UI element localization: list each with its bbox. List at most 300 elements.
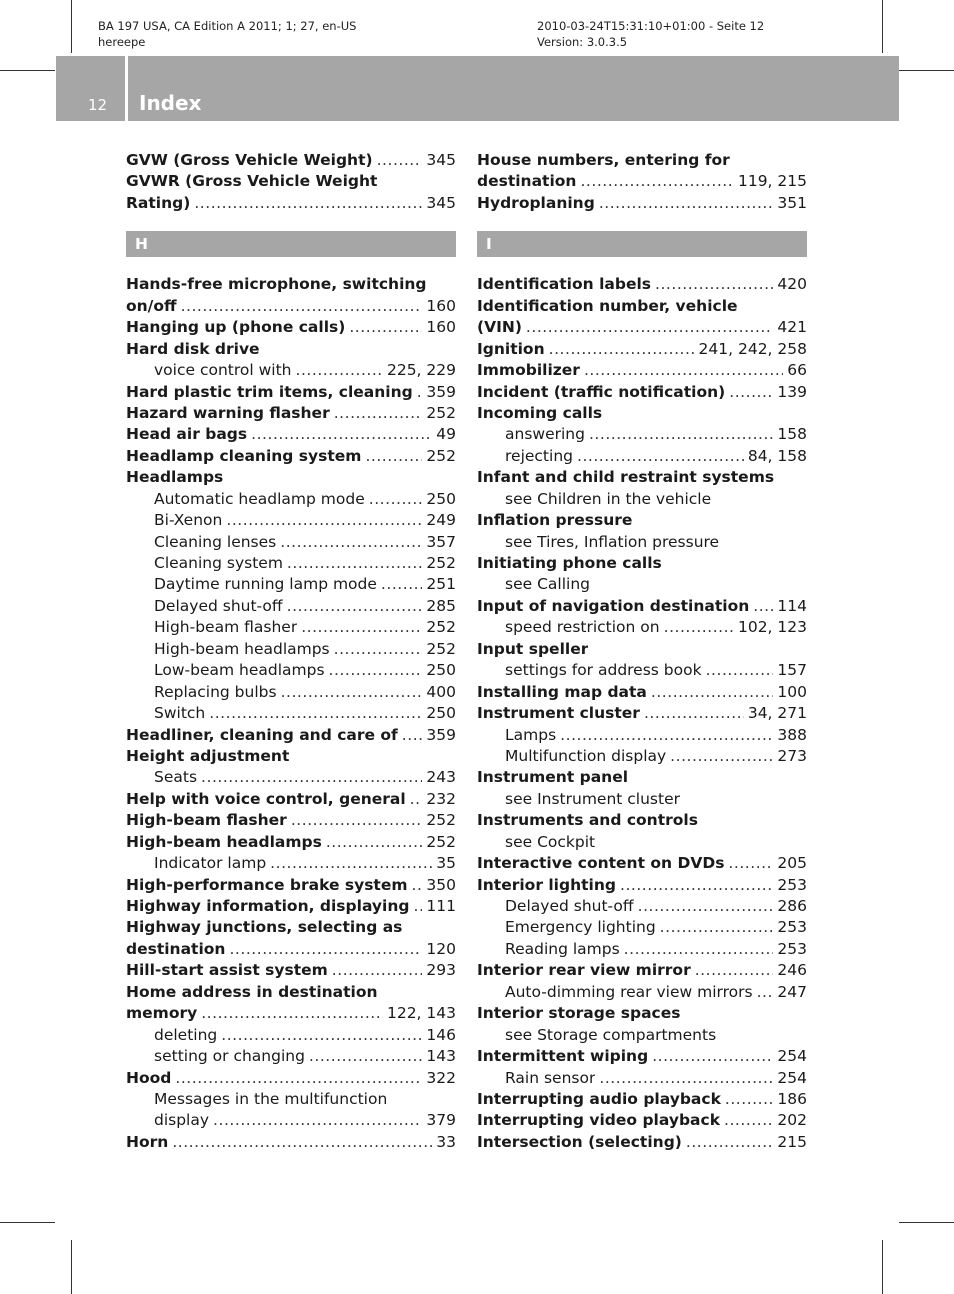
index-entry — [477, 553, 807, 574]
entry-page-ref: 359 — [426, 382, 456, 401]
entry-term: see Storage compartments — [505, 1025, 717, 1044]
index-subentry — [477, 939, 807, 960]
entry-term: Intersection (selecting) — [477, 1132, 682, 1151]
index-entry — [477, 296, 807, 317]
index-subentry — [126, 532, 456, 553]
entry-term: voice control with — [154, 361, 292, 380]
leader-dots — [287, 596, 423, 617]
leader-dots — [753, 596, 773, 617]
entry-term: Rain sensor — [505, 1068, 596, 1087]
entry-page-ref: 252 — [426, 832, 456, 851]
leader-dots — [584, 360, 783, 381]
leader-dots — [334, 639, 423, 660]
entry-term: Interactive content on DVDs — [477, 854, 725, 873]
index-subentry — [477, 446, 807, 467]
entry-page-ref: 119, 215 — [737, 172, 807, 191]
entry-term: Interior storage spaces — [477, 1004, 681, 1023]
entry-term: High-beam flasher — [126, 811, 287, 830]
entry-page-ref: 160 — [426, 296, 456, 315]
entry-term: see Cockpit — [505, 832, 596, 851]
entry-term: High-performance brake system — [126, 875, 408, 894]
entry-term: Indicator lamp — [154, 854, 267, 873]
entry-term: Seats — [154, 768, 198, 787]
entry-term: Identification labels — [477, 275, 651, 294]
entry-page-ref: 273 — [777, 746, 807, 765]
entry-page-ref: 252 — [426, 403, 456, 422]
index-subentry — [477, 982, 807, 1003]
index-entry — [126, 1068, 456, 1089]
index-entry — [126, 939, 456, 960]
entry-term: Auto-dimming rear view mirrors — [505, 982, 753, 1001]
index-subentry — [126, 553, 456, 574]
entry-term: Input speller — [477, 639, 589, 658]
index-subentry — [477, 1025, 807, 1046]
index-subentry — [477, 832, 807, 853]
entry-term: Height adjustment — [126, 746, 290, 765]
entry-page-ref: 247 — [777, 982, 807, 1001]
entry-page-ref: 84, 158 — [747, 446, 807, 465]
entry-term: Instruments and controls — [477, 811, 698, 830]
entry-term: Bi-Xenon — [154, 511, 223, 530]
leader-dots — [651, 682, 774, 703]
index-entry — [477, 1046, 807, 1067]
leader-dots — [402, 725, 423, 746]
entry-page-ref: 252 — [426, 639, 456, 658]
entry-term: Messages in the multifunction — [154, 1089, 388, 1108]
index-entry — [477, 467, 807, 488]
leader-dots — [309, 1046, 422, 1067]
meta-edition: BA 197 USA, CA Edition A 2011; 1; 27, en-US — [98, 19, 357, 33]
index-column-left — [126, 150, 456, 1153]
entry-page-ref: 251 — [426, 575, 456, 594]
index-entry — [126, 274, 456, 295]
entry-term: Highway information, displaying — [126, 897, 410, 915]
leader-dots — [706, 660, 774, 681]
index-subentry — [126, 660, 456, 681]
index-entry — [477, 875, 807, 896]
index-subentry — [477, 532, 807, 553]
entry-page-ref: 254 — [777, 1047, 807, 1066]
entry-term: Hydroplaning — [477, 193, 595, 212]
entry-term: Ignition — [477, 339, 545, 358]
entry-term: Interrupting video playback — [477, 1111, 721, 1130]
index-entry — [477, 360, 807, 381]
letter-heading-h: H — [126, 231, 456, 257]
page-number: 12 — [88, 96, 108, 114]
leader-dots — [577, 446, 744, 467]
index-entry — [477, 596, 807, 617]
entry-group-h — [126, 274, 456, 1153]
entry-term: House numbers, entering for — [477, 151, 730, 169]
leader-dots — [349, 317, 422, 338]
leader-dots — [229, 939, 422, 960]
entry-term: Headlamp cleaning system — [126, 446, 362, 465]
entry-term: Incident (traffic notification) — [477, 382, 726, 401]
leader-dots — [580, 171, 734, 192]
entry-page-ref: 35 — [436, 854, 456, 873]
entry-page-ref: 215 — [777, 1132, 807, 1151]
entry-term: GVWR (Gross Vehicle Weight — [126, 172, 378, 191]
index-subentry — [126, 1110, 456, 1131]
entry-page-ref: 249 — [426, 511, 456, 530]
entry-page-ref: 114 — [777, 596, 807, 615]
index-entry — [477, 150, 807, 171]
entry-term: Instrument panel — [477, 768, 629, 787]
entry-term: Lamps — [505, 725, 557, 744]
entry-term: GVW (Gross Vehicle Weight) — [126, 151, 373, 169]
index-entry — [126, 171, 456, 192]
index-entry — [477, 767, 807, 788]
entry-term: High-beam headlamps — [126, 832, 322, 851]
entry-term: Cleaning lenses — [154, 532, 277, 551]
entry-term: see Instrument cluster — [505, 789, 680, 808]
entry-page-ref: 250 — [426, 704, 456, 723]
leader-dots — [729, 382, 773, 403]
crop-mark — [0, 70, 55, 71]
entry-term: Automatic headlamp mode — [154, 489, 365, 508]
entry-page-ref: 253 — [777, 939, 807, 958]
crop-mark — [882, 1240, 883, 1294]
index-subentry — [477, 789, 807, 810]
leader-dots — [281, 682, 423, 703]
index-entry — [126, 446, 456, 467]
entry-page-ref: 246 — [777, 961, 807, 980]
index-subentry — [126, 1025, 456, 1046]
index-entry — [126, 296, 456, 317]
entry-page-ref: 160 — [426, 318, 456, 337]
entry-term: see Children in the vehicle — [505, 489, 712, 508]
entry-term: destination — [126, 939, 226, 958]
entry-group-i — [477, 274, 807, 1153]
leader-dots — [728, 853, 773, 874]
entry-page-ref: 122, 143 — [386, 1004, 456, 1023]
index-subentry — [126, 639, 456, 660]
leader-dots — [221, 1025, 422, 1046]
entry-term: Horn — [126, 1132, 169, 1151]
entry-page-ref: 357 — [426, 532, 456, 551]
entry-page-ref: 400 — [426, 682, 456, 701]
entry-term: Help with voice control, general — [126, 789, 406, 808]
leader-dots — [326, 832, 423, 853]
entry-term: Reading lamps — [505, 939, 620, 958]
print-meta-right — [537, 18, 764, 50]
index-entry — [477, 1110, 807, 1131]
entry-term: Switch — [154, 704, 206, 723]
index-entry — [126, 746, 456, 767]
entry-term: Identification number, vehicle — [477, 296, 738, 315]
index-entry — [126, 1132, 456, 1153]
index-subentry — [477, 725, 807, 746]
index-entry — [477, 853, 807, 874]
entry-page-ref: 225, 229 — [386, 361, 456, 380]
leader-dots — [410, 789, 423, 810]
index-subentry — [477, 617, 807, 638]
entry-page-ref: 33 — [436, 1132, 456, 1151]
entry-term: Initiating phone calls — [477, 554, 662, 572]
leader-dots — [620, 875, 773, 896]
index-entry — [126, 339, 456, 360]
entry-term: Low-beam headlamps — [154, 661, 325, 680]
entry-page-ref: 34, 271 — [747, 704, 807, 723]
index-entry — [126, 960, 456, 981]
meta-author: hereepe — [98, 35, 146, 49]
index-subentry — [126, 510, 456, 531]
index-entry — [126, 789, 456, 810]
index-entry — [477, 810, 807, 831]
leader-dots — [209, 703, 422, 724]
leader-dots — [725, 1089, 774, 1110]
index-entry — [126, 832, 456, 853]
leader-dots — [280, 532, 422, 553]
crop-mark — [899, 70, 954, 71]
entry-page-ref: 111 — [426, 897, 456, 915]
index-entry — [126, 810, 456, 831]
crop-mark — [899, 1222, 954, 1223]
entry-group-top — [126, 150, 456, 214]
leader-dots — [560, 725, 773, 746]
entry-page-ref: 285 — [426, 596, 456, 615]
entry-term: answering — [505, 425, 585, 444]
entry-term: display — [154, 1111, 210, 1130]
leader-dots — [329, 660, 423, 681]
index-subentry — [126, 767, 456, 788]
leader-dots — [213, 1110, 422, 1131]
index-entry — [126, 725, 456, 746]
entry-term: Hill-start assist system — [126, 961, 328, 980]
leader-dots — [686, 1132, 774, 1153]
leader-dots — [660, 917, 774, 938]
entry-term: Hard plastic trim items, cleaning — [126, 382, 413, 401]
index-entry — [477, 1089, 807, 1110]
index-subentry — [477, 746, 807, 767]
index-subentry — [126, 853, 456, 874]
leader-dots — [757, 982, 774, 1003]
letter-heading-i: I — [477, 231, 807, 257]
entry-term: settings for address book — [505, 661, 702, 680]
entry-page-ref: 205 — [777, 854, 807, 873]
index-subentry — [126, 617, 456, 638]
entry-page-ref: 420 — [777, 275, 807, 294]
index-entry — [477, 639, 807, 660]
leader-dots — [526, 317, 774, 338]
entry-term: Hands-free microphone, switching — [126, 275, 427, 294]
entry-page-ref: 139 — [777, 382, 807, 401]
index-entry — [477, 703, 807, 724]
print-meta-left — [98, 18, 356, 50]
entry-page-ref: 286 — [777, 897, 807, 915]
entry-page-ref: 345 — [426, 193, 456, 212]
entry-term: on/off — [126, 296, 177, 315]
entry-term: rejecting — [505, 446, 573, 465]
entry-page-ref: 293 — [426, 961, 456, 980]
entry-page-ref: 322 — [426, 1068, 456, 1087]
leader-dots — [301, 617, 422, 638]
index-entry — [477, 382, 807, 403]
index-entry — [126, 982, 456, 1003]
index-subentry — [477, 660, 807, 681]
index-subentry — [126, 574, 456, 595]
entry-page-ref: 232 — [426, 789, 456, 808]
entry-term: Hard disk drive — [126, 339, 260, 358]
entry-term: Immobilizer — [477, 361, 580, 380]
leader-dots — [226, 510, 422, 531]
entry-term: Replacing bulbs — [154, 682, 277, 701]
entry-term: Hanging up (phone calls) — [126, 318, 346, 337]
entry-page-ref: 345 — [426, 151, 456, 169]
entry-page-ref: 158 — [777, 425, 807, 444]
entry-page-ref: 253 — [777, 918, 807, 937]
leader-dots — [287, 553, 422, 574]
entry-page-ref: 49 — [436, 425, 456, 444]
entry-page-ref: 241, 242, 258 — [698, 339, 807, 358]
entry-page-ref: 350 — [426, 875, 456, 894]
leader-dots — [381, 574, 422, 595]
crop-mark — [882, 0, 883, 53]
index-subentry — [126, 489, 456, 510]
index-entry — [477, 317, 807, 338]
entry-term: Head air bags — [126, 425, 248, 444]
leader-dots — [549, 339, 695, 360]
index-entry — [477, 171, 807, 192]
index-entry — [477, 1132, 807, 1153]
entry-page-ref: 243 — [426, 768, 456, 787]
index-subentry — [477, 574, 807, 595]
entry-page-ref: 379 — [426, 1111, 456, 1130]
index-entry — [477, 960, 807, 981]
index-subentry — [126, 360, 456, 381]
leader-dots — [644, 703, 744, 724]
leader-dots — [638, 896, 774, 917]
index-entry — [126, 317, 456, 338]
index-entry — [126, 1003, 456, 1024]
entry-term: Interior rear view mirror — [477, 961, 691, 980]
header-divider — [125, 56, 128, 121]
entry-term: Input of navigation destination — [477, 596, 750, 615]
entry-term: Interior lighting — [477, 875, 616, 894]
crop-mark — [71, 0, 72, 53]
entry-page-ref: 252 — [426, 446, 456, 465]
index-entry — [126, 382, 456, 403]
leader-dots — [589, 424, 773, 445]
entry-term: Incoming calls — [477, 403, 603, 422]
entry-term: see Tires, Inflation pressure — [505, 532, 720, 551]
entry-page-ref: 252 — [426, 618, 456, 637]
entry-term: Cleaning system — [154, 554, 283, 572]
page-title: Index — [139, 91, 202, 115]
leader-dots — [175, 1068, 422, 1089]
index-subentry — [477, 896, 807, 917]
entry-group-top — [477, 150, 807, 214]
crop-mark — [71, 1240, 72, 1294]
leader-dots — [724, 1110, 773, 1131]
index-entry — [477, 274, 807, 295]
index-subentry — [126, 682, 456, 703]
leader-dots — [413, 896, 422, 917]
leader-dots — [201, 767, 422, 788]
entry-term: (VIN) — [477, 318, 522, 337]
entry-page-ref: 120 — [426, 939, 456, 958]
leader-dots — [417, 382, 423, 403]
index-entry — [477, 682, 807, 703]
entry-term: setting or changing — [154, 1047, 305, 1066]
page-header — [56, 56, 899, 121]
leader-dots — [365, 446, 422, 467]
entry-term: Instrument cluster — [477, 704, 640, 723]
leader-dots — [251, 424, 432, 445]
leader-dots — [652, 1046, 773, 1067]
entry-term: speed restriction on — [505, 618, 660, 637]
leader-dots — [377, 150, 423, 171]
index-entry — [126, 467, 456, 488]
entry-term: Hazard warning flasher — [126, 403, 330, 422]
entry-term: High-beam flasher — [154, 618, 298, 637]
index-entry — [477, 193, 807, 214]
leader-dots — [181, 296, 423, 317]
index-subentry — [477, 1068, 807, 1089]
entry-page-ref: 186 — [777, 1089, 807, 1108]
index-subentry — [126, 596, 456, 617]
leader-dots — [599, 1068, 773, 1089]
index-entry — [126, 875, 456, 896]
index-entry — [477, 339, 807, 360]
entry-term: Multifunction display — [505, 746, 667, 765]
index-subentry — [477, 917, 807, 938]
meta-timestamp: 2010-03-24T15:31:10+01:00 - Seite 12 — [537, 19, 765, 33]
entry-page-ref: 202 — [777, 1111, 807, 1130]
leader-dots — [334, 403, 423, 424]
index-entry — [126, 150, 456, 171]
leader-dots — [369, 489, 423, 510]
leader-dots — [332, 960, 423, 981]
entry-term: Inflation pressure — [477, 511, 633, 530]
entry-term: Delayed shut-off — [505, 897, 634, 915]
entry-page-ref: 388 — [777, 725, 807, 744]
entry-term: Headlamps — [126, 468, 224, 487]
entry-page-ref: 253 — [777, 875, 807, 894]
entry-term: destination — [477, 172, 577, 191]
entry-page-ref: 254 — [777, 1068, 807, 1087]
entry-page-ref: 100 — [777, 682, 807, 701]
index-subentry — [126, 1089, 456, 1110]
index-entry — [477, 403, 807, 424]
entry-term: Installing map data — [477, 682, 647, 701]
entry-term: Daytime running lamp mode — [154, 575, 377, 594]
leader-dots — [296, 360, 383, 381]
leader-dots — [291, 810, 423, 831]
entry-page-ref: 102, 123 — [737, 618, 807, 637]
entry-term: High-beam headlamps — [154, 639, 330, 658]
entry-term: deleting — [154, 1025, 218, 1044]
leader-dots — [624, 939, 774, 960]
leader-dots — [412, 875, 423, 896]
entry-term: Headliner, cleaning and care of — [126, 725, 398, 744]
entry-page-ref: 252 — [426, 811, 456, 830]
entry-term: see Calling — [505, 575, 590, 594]
index-entry — [126, 896, 456, 917]
index-entry — [477, 1003, 807, 1024]
entry-page-ref: 250 — [426, 661, 456, 680]
leader-dots — [172, 1132, 432, 1153]
entry-page-ref: 66 — [787, 361, 807, 380]
entry-term: Emergency lighting — [505, 918, 656, 937]
leader-dots — [270, 853, 432, 874]
leader-dots — [655, 274, 773, 295]
index-subentry — [477, 489, 807, 510]
entry-page-ref: 351 — [777, 193, 807, 212]
meta-version: Version: 3.0.3.5 — [537, 35, 628, 49]
entry-term: Infant and child restraint systems — [477, 468, 775, 487]
entry-term: Highway junctions, selecting as — [126, 918, 403, 937]
